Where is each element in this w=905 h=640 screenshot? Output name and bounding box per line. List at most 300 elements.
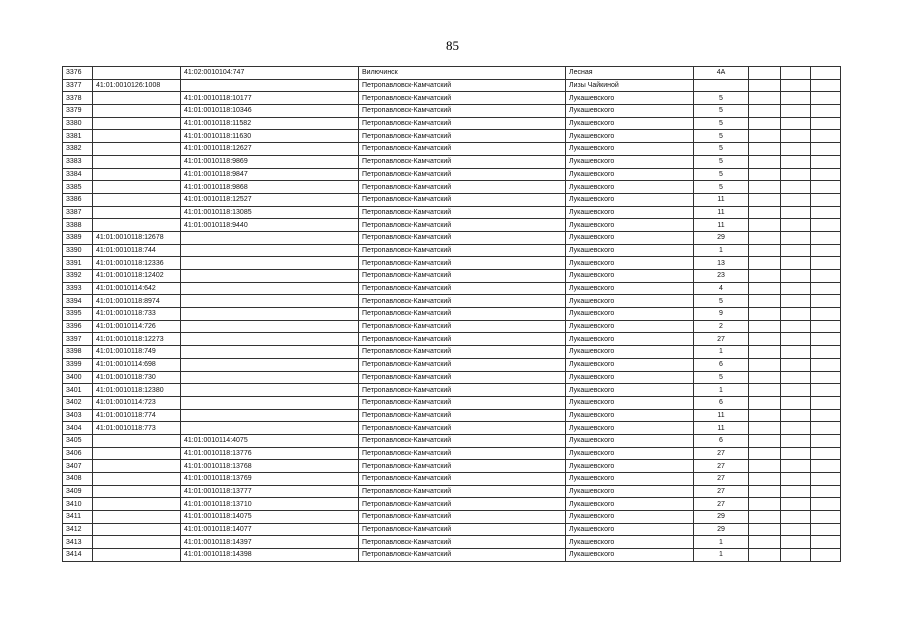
table-row <box>63 168 841 181</box>
street-cell: Лукашевского <box>566 244 694 257</box>
street-cell: Лукашевского <box>566 231 694 244</box>
row-number-cell: 3378 <box>63 92 93 105</box>
empty-cell <box>811 168 841 181</box>
empty-cell <box>749 371 781 384</box>
city-cell: Петропавловск-Камчатский <box>359 333 566 346</box>
house-cell: 29 <box>694 511 749 524</box>
street-cell: Лукашевского <box>566 206 694 219</box>
cadastral-number-cell: 41:01:0010118:733 <box>93 308 181 321</box>
empty-cell <box>811 346 841 359</box>
city-cell: Петропавловск-Камчатский <box>359 511 566 524</box>
row-number-cell: 3393 <box>63 282 93 295</box>
empty-cell <box>749 320 781 333</box>
street-cell: Лукашевского <box>566 473 694 486</box>
cadastral-number-2-cell: 41:01:0010118:14075 <box>181 511 359 524</box>
city-cell: Петропавловск-Камчатский <box>359 282 566 295</box>
table-row <box>63 117 841 130</box>
row-number-cell: 3413 <box>63 536 93 549</box>
house-cell <box>694 79 749 92</box>
street-cell: Лукашевского <box>566 219 694 232</box>
empty-cell <box>749 498 781 511</box>
cadastral-number-cell <box>93 434 181 447</box>
row-number-cell: 3394 <box>63 295 93 308</box>
table-row <box>63 231 841 244</box>
house-cell: 5 <box>694 105 749 118</box>
house-cell: 5 <box>694 181 749 194</box>
empty-cell <box>811 523 841 536</box>
cadastral-number-2-cell: 41:02:0010104:747 <box>181 67 359 80</box>
empty-cell <box>781 181 811 194</box>
empty-cell <box>811 181 841 194</box>
empty-cell <box>749 434 781 447</box>
city-cell: Петропавловск-Камчатский <box>359 422 566 435</box>
cadastral-number-2-cell <box>181 333 359 346</box>
street-cell: Лукашевского <box>566 358 694 371</box>
house-cell: 27 <box>694 447 749 460</box>
table-row <box>63 523 841 536</box>
empty-cell <box>781 79 811 92</box>
empty-cell <box>781 409 811 422</box>
empty-cell <box>811 384 841 397</box>
empty-cell <box>811 396 841 409</box>
empty-cell <box>749 181 781 194</box>
empty-cell <box>811 270 841 283</box>
house-cell: 5 <box>694 143 749 156</box>
cadastral-number-cell <box>93 447 181 460</box>
row-number-cell: 3383 <box>63 155 93 168</box>
cadastral-number-cell: 41:01:0010126:1008 <box>93 79 181 92</box>
table-row <box>63 384 841 397</box>
registry-table <box>62 66 841 562</box>
house-cell: 5 <box>694 371 749 384</box>
cadastral-number-2-cell: 41:01:0010118:12627 <box>181 143 359 156</box>
row-number-cell: 3410 <box>63 498 93 511</box>
house-cell: 1 <box>694 384 749 397</box>
city-cell: Петропавловск-Камчатский <box>359 117 566 130</box>
cadastral-number-cell <box>93 219 181 232</box>
table-row <box>63 206 841 219</box>
empty-cell <box>781 117 811 130</box>
row-number-cell: 3386 <box>63 193 93 206</box>
row-number-cell: 3395 <box>63 308 93 321</box>
street-cell: Лукашевского <box>566 168 694 181</box>
cadastral-number-2-cell <box>181 295 359 308</box>
house-cell: 1 <box>694 346 749 359</box>
empty-cell <box>811 193 841 206</box>
cadastral-number-2-cell: 41:01:0010118:13769 <box>181 473 359 486</box>
empty-cell <box>781 206 811 219</box>
row-number-cell: 3407 <box>63 460 93 473</box>
cadastral-number-2-cell: 41:01:0010118:13085 <box>181 206 359 219</box>
empty-cell <box>749 358 781 371</box>
house-cell: 29 <box>694 231 749 244</box>
empty-cell <box>749 130 781 143</box>
city-cell: Петропавловск-Камчатский <box>359 447 566 460</box>
street-cell: Лукашевского <box>566 434 694 447</box>
empty-cell <box>781 485 811 498</box>
cadastral-number-cell <box>93 193 181 206</box>
table-row <box>63 422 841 435</box>
cadastral-number-cell <box>93 105 181 118</box>
table-row <box>63 257 841 270</box>
street-cell: Лукашевского <box>566 257 694 270</box>
city-cell: Петропавловск-Камчатский <box>359 523 566 536</box>
house-cell: 1 <box>694 536 749 549</box>
row-number-cell: 3377 <box>63 79 93 92</box>
empty-cell <box>811 219 841 232</box>
empty-cell <box>749 409 781 422</box>
page-number: 85 <box>446 38 459 53</box>
house-cell: 5 <box>694 92 749 105</box>
street-cell: Лукашевского <box>566 371 694 384</box>
cadastral-number-2-cell <box>181 409 359 422</box>
table-row <box>63 67 841 80</box>
empty-cell <box>781 143 811 156</box>
empty-cell <box>749 523 781 536</box>
city-cell: Петропавловск-Камчатский <box>359 130 566 143</box>
empty-cell <box>749 143 781 156</box>
street-cell: Лукашевского <box>566 396 694 409</box>
cadastral-number-cell <box>93 460 181 473</box>
cadastral-number-cell <box>93 511 181 524</box>
empty-cell <box>811 536 841 549</box>
cadastral-number-cell: 41:01:0010114:698 <box>93 358 181 371</box>
empty-cell <box>749 270 781 283</box>
cadastral-number-cell: 41:01:0010118:12273 <box>93 333 181 346</box>
cadastral-number-cell: 41:01:0010118:12678 <box>93 231 181 244</box>
street-cell: Лукашевского <box>566 117 694 130</box>
empty-cell <box>749 460 781 473</box>
row-number-cell: 3381 <box>63 130 93 143</box>
empty-cell <box>811 282 841 295</box>
city-cell: Петропавловск-Камчатский <box>359 384 566 397</box>
cadastral-number-2-cell: 41:01:0010118:13776 <box>181 447 359 460</box>
empty-cell <box>749 447 781 460</box>
house-cell: 1 <box>694 549 749 562</box>
house-cell: 1 <box>694 244 749 257</box>
city-cell: Петропавловск-Камчатский <box>359 143 566 156</box>
empty-cell <box>781 371 811 384</box>
city-cell: Петропавловск-Камчатский <box>359 536 566 549</box>
house-cell: 11 <box>694 219 749 232</box>
cadastral-number-cell <box>93 168 181 181</box>
house-cell: 5 <box>694 117 749 130</box>
house-cell: 11 <box>694 193 749 206</box>
empty-cell <box>811 117 841 130</box>
empty-cell <box>749 282 781 295</box>
cadastral-number-2-cell <box>181 308 359 321</box>
empty-cell <box>811 473 841 486</box>
empty-cell <box>811 231 841 244</box>
street-cell: Лукашевского <box>566 105 694 118</box>
row-number-cell: 3399 <box>63 358 93 371</box>
row-number-cell: 3390 <box>63 244 93 257</box>
empty-cell <box>781 333 811 346</box>
cadastral-number-2-cell: 41:01:0010118:9869 <box>181 155 359 168</box>
cadastral-number-2-cell <box>181 257 359 270</box>
empty-cell <box>749 155 781 168</box>
cadastral-number-cell <box>93 498 181 511</box>
city-cell: Петропавловск-Камчатский <box>359 549 566 562</box>
street-cell: Лукашевского <box>566 270 694 283</box>
empty-cell <box>781 270 811 283</box>
city-cell: Петропавловск-Камчатский <box>359 181 566 194</box>
table-row <box>63 193 841 206</box>
table-row <box>63 485 841 498</box>
row-number-cell: 3405 <box>63 434 93 447</box>
street-cell: Лукашевского <box>566 143 694 156</box>
cadastral-number-2-cell: 41:01:0010118:13777 <box>181 485 359 498</box>
street-cell: Лукашевского <box>566 422 694 435</box>
empty-cell <box>749 257 781 270</box>
table-row <box>63 346 841 359</box>
cadastral-number-2-cell <box>181 79 359 92</box>
house-cell: 4А <box>694 67 749 80</box>
city-cell: Петропавловск-Камчатский <box>359 79 566 92</box>
row-number-cell: 3376 <box>63 67 93 80</box>
empty-cell <box>811 549 841 562</box>
row-number-cell: 3397 <box>63 333 93 346</box>
empty-cell <box>781 384 811 397</box>
table-row <box>63 79 841 92</box>
table-row <box>63 219 841 232</box>
city-cell: Петропавловск-Камчатский <box>359 358 566 371</box>
cadastral-number-2-cell: 41:01:0010118:9868 <box>181 181 359 194</box>
empty-cell <box>781 155 811 168</box>
table-row <box>63 105 841 118</box>
city-cell: Петропавловск-Камчатский <box>359 396 566 409</box>
table-row <box>63 473 841 486</box>
street-cell: Лукашевского <box>566 295 694 308</box>
row-number-cell: 3391 <box>63 257 93 270</box>
empty-cell <box>811 460 841 473</box>
city-cell: Петропавловск-Камчатский <box>359 270 566 283</box>
house-cell: 27 <box>694 485 749 498</box>
empty-cell <box>811 67 841 80</box>
empty-cell <box>781 473 811 486</box>
cadastral-number-cell <box>93 67 181 80</box>
cadastral-number-cell <box>93 155 181 168</box>
cadastral-number-cell <box>93 92 181 105</box>
street-cell: Лесная <box>566 67 694 80</box>
cadastral-number-cell: 41:01:0010118:774 <box>93 409 181 422</box>
city-cell: Петропавловск-Камчатский <box>359 485 566 498</box>
empty-cell <box>811 447 841 460</box>
cadastral-number-2-cell <box>181 358 359 371</box>
empty-cell <box>781 358 811 371</box>
table-body <box>63 67 841 562</box>
cadastral-number-2-cell <box>181 371 359 384</box>
house-cell: 13 <box>694 257 749 270</box>
table-row <box>63 498 841 511</box>
street-cell: Лукашевского <box>566 384 694 397</box>
row-number-cell: 3406 <box>63 447 93 460</box>
row-number-cell: 3402 <box>63 396 93 409</box>
city-cell: Петропавловск-Камчатский <box>359 308 566 321</box>
street-cell: Лукашевского <box>566 485 694 498</box>
cadastral-number-cell <box>93 181 181 194</box>
empty-cell <box>781 105 811 118</box>
empty-cell <box>811 409 841 422</box>
cadastral-number-2-cell: 41:01:0010118:12527 <box>181 193 359 206</box>
street-cell: Лукашевского <box>566 193 694 206</box>
cadastral-number-cell: 41:01:0010114:726 <box>93 320 181 333</box>
empty-cell <box>781 231 811 244</box>
empty-cell <box>781 193 811 206</box>
street-cell: Лукашевского <box>566 320 694 333</box>
city-cell: Петропавловск-Камчатский <box>359 193 566 206</box>
street-cell: Лукашевского <box>566 130 694 143</box>
cadastral-number-2-cell: 41:01:0010118:10346 <box>181 105 359 118</box>
street-cell: Лукашевского <box>566 523 694 536</box>
row-number-cell: 3409 <box>63 485 93 498</box>
empty-cell <box>749 511 781 524</box>
cadastral-number-2-cell: 41:01:0010114:4075 <box>181 434 359 447</box>
empty-cell <box>749 536 781 549</box>
street-cell: Лукашевского <box>566 536 694 549</box>
empty-cell <box>781 523 811 536</box>
cadastral-number-cell <box>93 473 181 486</box>
row-number-cell: 3404 <box>63 422 93 435</box>
empty-cell <box>811 295 841 308</box>
house-cell: 29 <box>694 523 749 536</box>
empty-cell <box>781 219 811 232</box>
house-cell: 5 <box>694 168 749 181</box>
empty-cell <box>781 498 811 511</box>
house-cell: 6 <box>694 434 749 447</box>
cadastral-number-2-cell: 41:01:0010118:10177 <box>181 92 359 105</box>
city-cell: Петропавловск-Камчатский <box>359 206 566 219</box>
empty-cell <box>749 473 781 486</box>
empty-cell <box>749 333 781 346</box>
empty-cell <box>811 485 841 498</box>
table-row <box>63 155 841 168</box>
empty-cell <box>781 434 811 447</box>
cadastral-number-cell <box>93 130 181 143</box>
cadastral-number-cell: 41:01:0010118:749 <box>93 346 181 359</box>
cadastral-number-2-cell: 41:01:0010118:13768 <box>181 460 359 473</box>
cadastral-number-2-cell: 41:01:0010118:11630 <box>181 130 359 143</box>
table-row <box>63 447 841 460</box>
house-cell: 6 <box>694 396 749 409</box>
house-cell: 27 <box>694 460 749 473</box>
house-cell: 5 <box>694 155 749 168</box>
empty-cell <box>749 485 781 498</box>
cadastral-number-cell <box>93 143 181 156</box>
empty-cell <box>749 79 781 92</box>
table-row <box>63 371 841 384</box>
empty-cell <box>811 155 841 168</box>
empty-cell <box>749 384 781 397</box>
table-row <box>63 181 841 194</box>
cadastral-number-2-cell <box>181 282 359 295</box>
cadastral-number-cell <box>93 536 181 549</box>
table-row <box>63 549 841 562</box>
city-cell: Петропавловск-Камчатский <box>359 92 566 105</box>
city-cell: Петропавловск-Камчатский <box>359 257 566 270</box>
table-row <box>63 92 841 105</box>
empty-cell <box>781 168 811 181</box>
cadastral-number-2-cell: 41:01:0010118:11582 <box>181 117 359 130</box>
house-cell: 5 <box>694 295 749 308</box>
cadastral-number-cell <box>93 206 181 219</box>
cadastral-number-cell <box>93 549 181 562</box>
cadastral-number-2-cell: 41:01:0010118:9440 <box>181 219 359 232</box>
empty-cell <box>781 460 811 473</box>
empty-cell <box>749 117 781 130</box>
cadastral-number-2-cell: 41:01:0010118:13710 <box>181 498 359 511</box>
house-cell: 2 <box>694 320 749 333</box>
table-row <box>63 460 841 473</box>
empty-cell <box>781 92 811 105</box>
cadastral-number-2-cell <box>181 244 359 257</box>
street-cell: Лукашевского <box>566 511 694 524</box>
city-cell: Петропавловск-Камчатский <box>359 295 566 308</box>
street-cell: Лукашевского <box>566 447 694 460</box>
city-cell: Петропавловск-Камчатский <box>359 460 566 473</box>
house-cell: 6 <box>694 358 749 371</box>
table-row <box>63 143 841 156</box>
cadastral-number-cell <box>93 523 181 536</box>
empty-cell <box>749 231 781 244</box>
house-cell: 11 <box>694 422 749 435</box>
city-cell: Петропавловск-Камчатский <box>359 155 566 168</box>
cadastral-number-2-cell <box>181 422 359 435</box>
cadastral-number-cell: 41:01:0010118:12336 <box>93 257 181 270</box>
empty-cell <box>781 308 811 321</box>
row-number-cell: 3412 <box>63 523 93 536</box>
table-row <box>63 295 841 308</box>
row-number-cell: 3389 <box>63 231 93 244</box>
empty-cell <box>811 143 841 156</box>
cadastral-number-cell: 41:01:0010118:744 <box>93 244 181 257</box>
cadastral-number-cell: 41:01:0010114:723 <box>93 396 181 409</box>
house-cell: 4 <box>694 282 749 295</box>
empty-cell <box>781 511 811 524</box>
table-row <box>63 308 841 321</box>
row-number-cell: 3403 <box>63 409 93 422</box>
row-number-cell: 3388 <box>63 219 93 232</box>
cadastral-number-2-cell: 41:01:0010118:9847 <box>181 168 359 181</box>
table-row <box>63 270 841 283</box>
row-number-cell: 3379 <box>63 105 93 118</box>
house-cell: 23 <box>694 270 749 283</box>
cadastral-number-cell: 41:01:0010118:12380 <box>93 384 181 397</box>
empty-cell <box>749 244 781 257</box>
empty-cell <box>811 130 841 143</box>
street-cell: Лукашевского <box>566 498 694 511</box>
cadastral-number-2-cell <box>181 231 359 244</box>
empty-cell <box>811 244 841 257</box>
street-cell: Лукашевского <box>566 460 694 473</box>
cadastral-number-2-cell: 41:01:0010118:14398 <box>181 549 359 562</box>
row-number-cell: 3385 <box>63 181 93 194</box>
empty-cell <box>811 79 841 92</box>
house-cell: 27 <box>694 473 749 486</box>
cadastral-number-cell <box>93 485 181 498</box>
empty-cell <box>749 67 781 80</box>
empty-cell <box>781 447 811 460</box>
house-cell: 5 <box>694 130 749 143</box>
empty-cell <box>749 295 781 308</box>
empty-cell <box>781 282 811 295</box>
empty-cell <box>811 434 841 447</box>
empty-cell <box>781 396 811 409</box>
cadastral-number-cell: 41:01:0010118:773 <box>93 422 181 435</box>
empty-cell <box>811 308 841 321</box>
cadastral-number-2-cell <box>181 384 359 397</box>
house-cell: 27 <box>694 498 749 511</box>
